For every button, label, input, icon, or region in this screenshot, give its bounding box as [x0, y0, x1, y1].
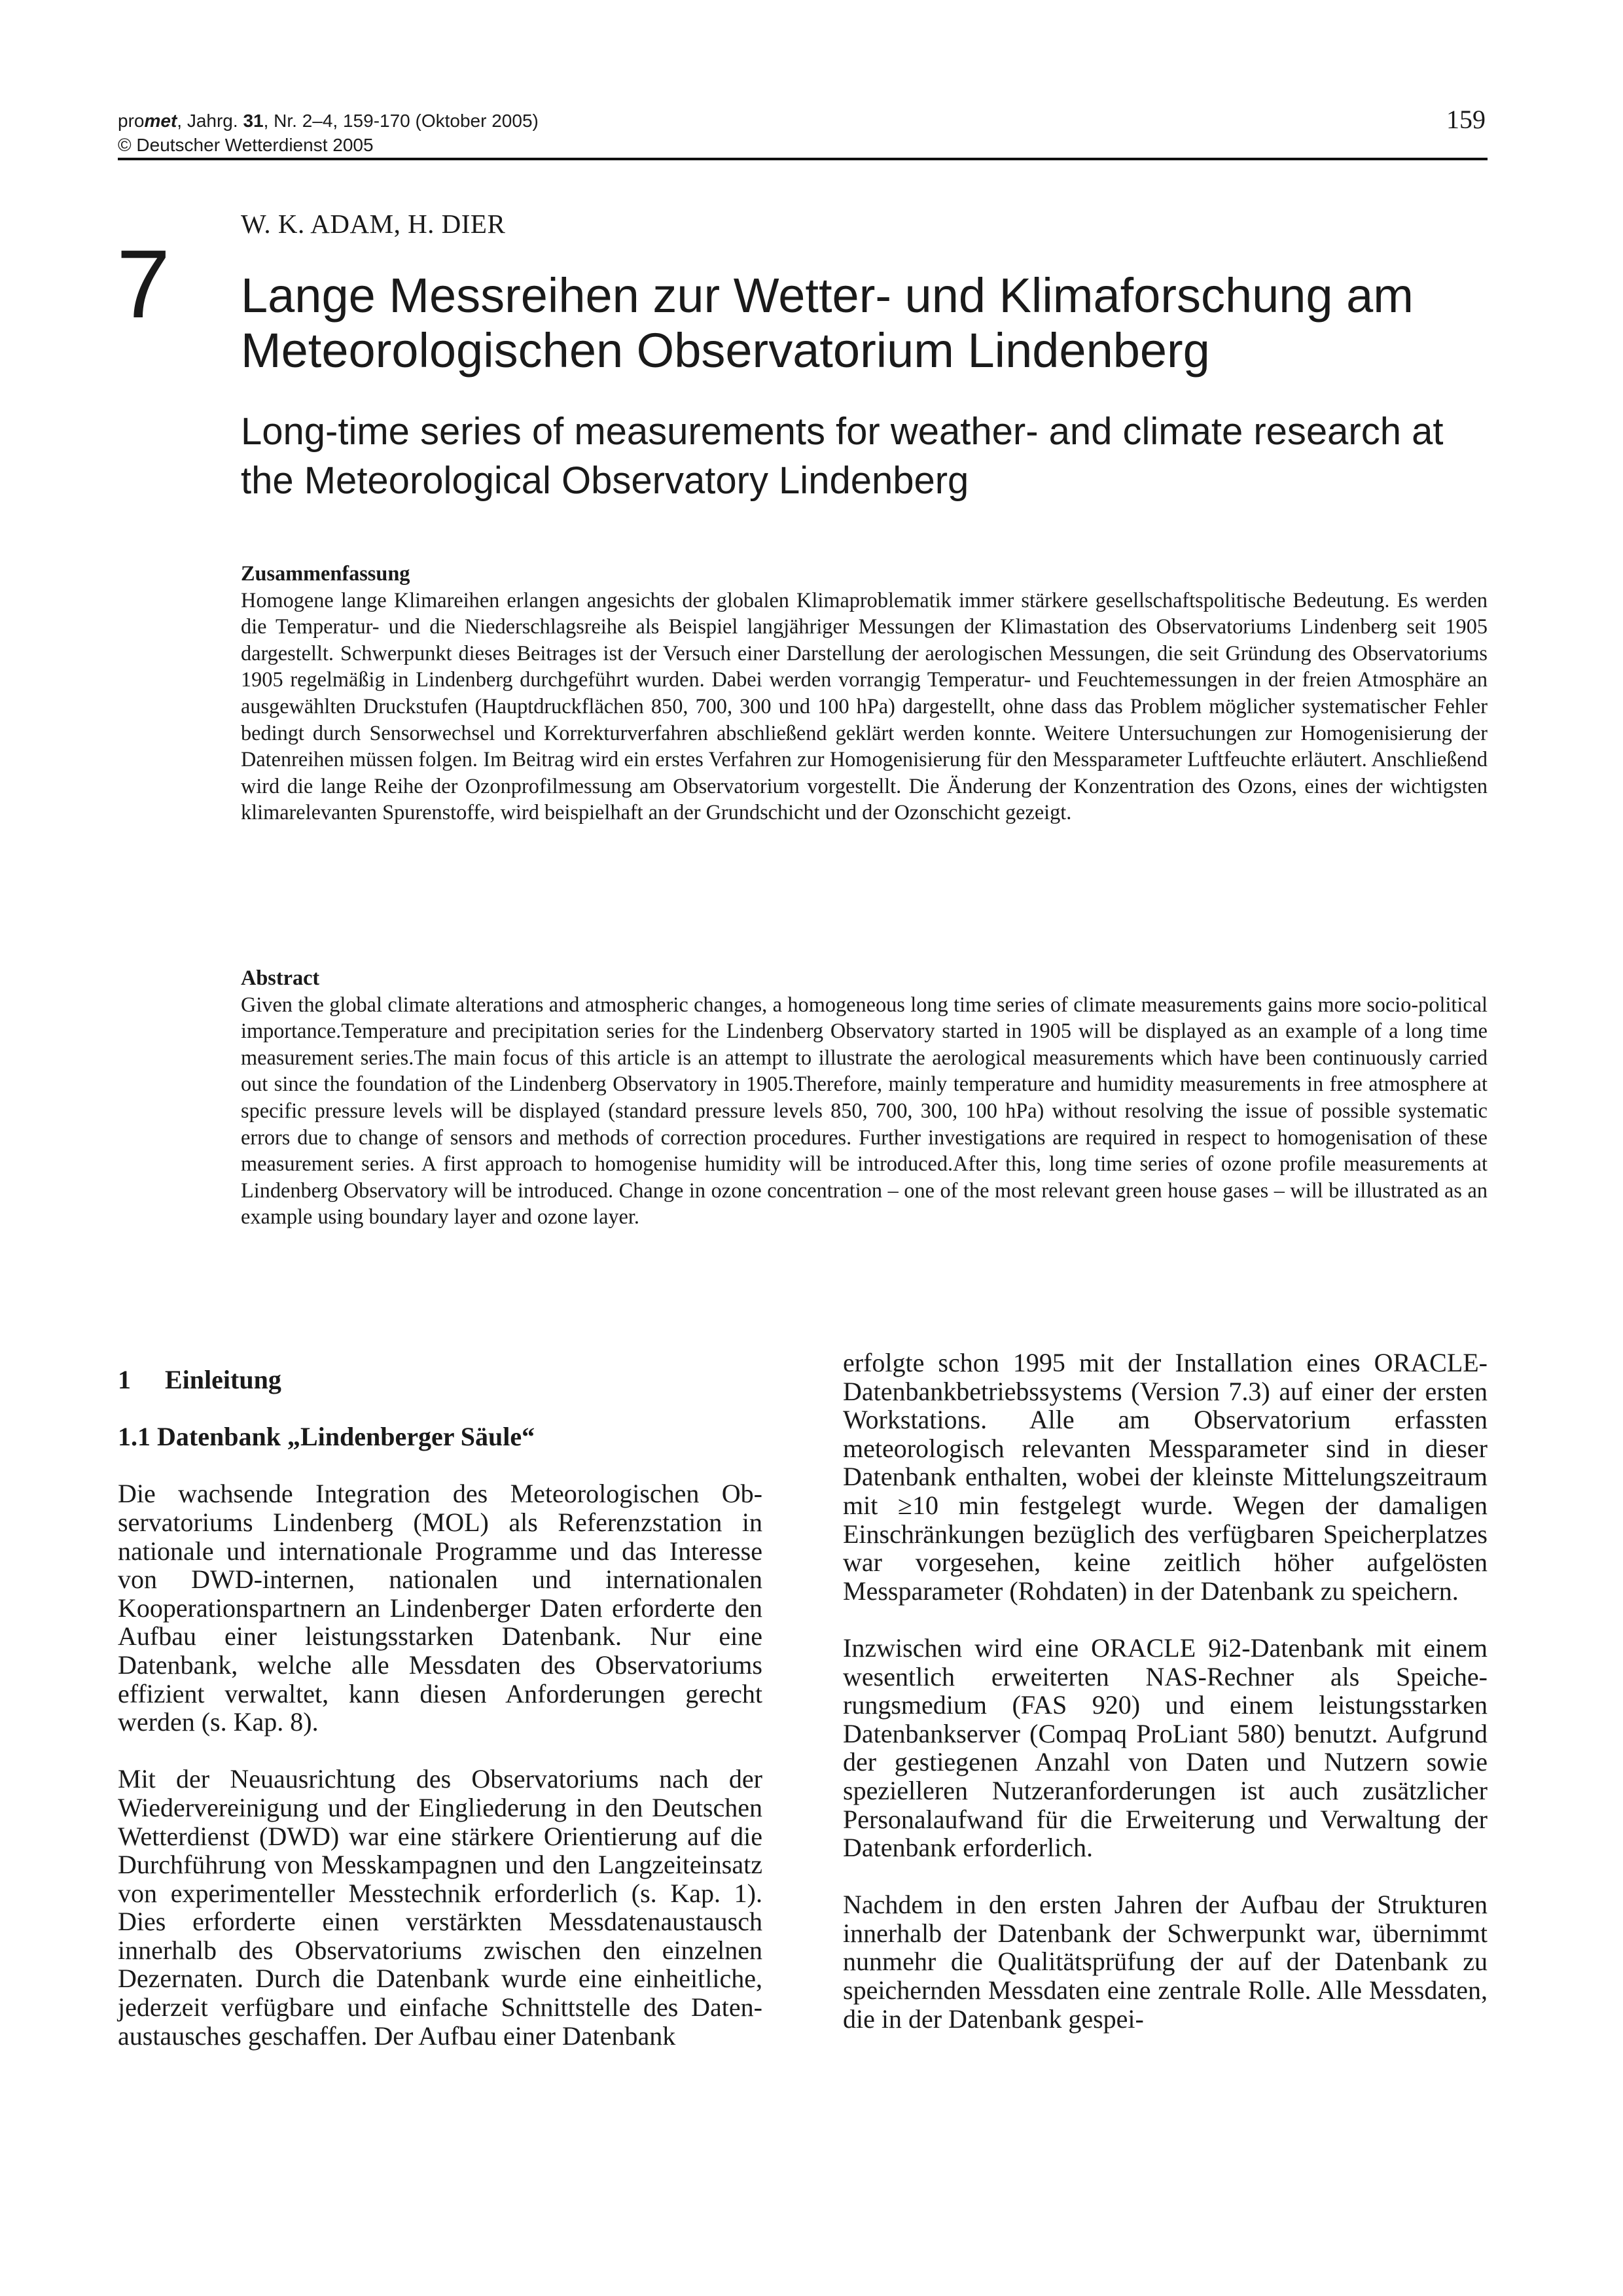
- abstract-heading: Abstract: [241, 966, 320, 989]
- journal-name-prefix: pro: [118, 111, 145, 131]
- journal-citation: [118, 110, 539, 132]
- article-title-german: Lange Messreihen zur Wetter- und Klimaforschung am Meteorologischen Observatorium Lindenberg: [241, 268, 1414, 378]
- article-title-english: Long-time series of measurements for weather- and climate research at the Meteorological Observatory Lindenberg: [241, 410, 1444, 502]
- header-divider: [118, 158, 1488, 160]
- journal-issue-pages: , Nr. 2–4, 159-170 (Oktober 2005): [263, 111, 539, 131]
- body-paragraph: Nachdem in den ersten Jahren der Aufbau der Strukturen innerhalb der Datenbank der Schwerpunkt war, übernimmt nunmehr die Qualitätsprüfung der auf der Datenbank zu speichernden Messdaten eine zentrale Rolle. Alle Messdaten, die in der Datenbank gespei-: [843, 1890, 1488, 2034]
- section-heading-1: [118, 1366, 762, 1394]
- section-number: 1: [118, 1365, 131, 1394]
- body-paragraph: erfolgte schon 1995 mit der Installation eines ORACLE-Datenbankbetriebssystems (Version 7.3) auf einer der ersten Workstations. Alle am Observatorium erfassten meteorologisch relevanten Messparameter sind in dieser Datenbank enthalten, wobei der kleinste Mittelungszeitraum mit ≥10 min festgelegt wurde. Wegen der damaligen Einschränkungen bezüglich des verfügbaren Speicherplatzes war vorgesehen, keine zeitlich höher aufgelösten Messparameter (Rohdaten) in der Datenbank zu speichern.: [843, 1348, 1488, 1606]
- journal-year-label: , Jahrg.: [177, 111, 243, 131]
- copyright-notice: © Deutscher Wetterdienst 2005: [118, 135, 374, 155]
- article-authors: W. K. ADAM, H. DIER: [241, 209, 506, 239]
- subsection-heading-1-1: 1.1 Datenbank „Lindenberger Säule“: [118, 1422, 535, 1452]
- journal-volume: 31: [243, 111, 264, 131]
- page-number: 159: [1446, 105, 1486, 134]
- chapter-number: 7: [116, 230, 171, 338]
- body-paragraph: Mit der Neuausrichtung des Observatoriums nach der Wiedervereinigung und der Eingliederung in den Deutschen Wetterdienst (DWD) war eine stärkere Orientierung auf die Durchführung von Messkampagnen und den Langzeiteinsatz von experimenteller Messtechnik erforderlich (s. Kap. 1). Dies erforderte einen verstärkten Messdatenaustausch innerhalb des Observatoriums zwischen den einzelnen Dezernaten. Durch die Datenbank wurde eine einheitliche, jederzeit verfügbare und einfache Schnittstelle des Datenaustausches geschaffen. Der Aufbau einer Datenbank: [118, 1764, 762, 2051]
- body-paragraph: Die wachsende Integration des Meteorologischen Observatoriums Lindenberg (MOL) als Referenzstation in nationale und internationale Programme und das Interesse von DWD-internen, nationalen und internationalen Kooperationspartnern an Lindenberger Daten erforderte den Aufbau einer leistungsstarken Datenbank. Nur eine Datenbank, welche alle Messdaten des Observatoriums effizient verwaltet, kann diesen Anforderungen gerecht werden (s. Kap. 8).: [118, 1479, 762, 1737]
- zusammenfassung-heading: Zusammenfassung: [241, 561, 410, 585]
- body-paragraph: Inzwischen wird eine ORACLE 9i2-Datenbank mit einem wesentlich erweiterten NAS-Rechner als Speicherungsmedium (FAS 920) und einem leistungsstarken Datenbankserver (Compaq ProLiant 580) benutzt. Aufgrund der gestiegenen Anzahl von Daten und Nutzern sowie spezielleren Nutzeranforderungen ist auch zusätzlicher Personalaufwand für die Erweiterung und Verwaltung der Datenbank erforderlich.: [843, 1633, 1488, 1863]
- zusammenfassung-section: [241, 560, 1488, 826]
- abstract-section: [241, 964, 1488, 1230]
- journal-name-italic: met: [144, 111, 177, 131]
- body-column-left: [118, 1366, 762, 2050]
- abstract-text: Given the global climate alterations and atmospheric changes, a homogeneous long time series of climate measurements gains more socio-political importance.Temperature and precipitation series for the Lindenberg Observatory started in 1905 will be displayed as an example of a long time measurement series.The main focus of this article is an attempt to illustrate the aerological measurements which have been continuously carried out since the foundation of the Lindenberg Observatory in 1905.Therefore, mainly temperature and humidity measurements in free atmosphere at specific pressure levels will be displayed (standard pressure levels 850, 700, 300, 100 hPa) without resolving the issue of possible systematic errors due to change of sensors and methods of correction procedures. Further investigations are required in respect to homogenisation of these measurement series. A first approach to homogenise humidity will be introduced.After this, long time series of ozone profile measurements at Lindenberg Observatory will be introduced. Change in ozone concentration – one of the most relevant green house gases – will be illustrated as an example using boundary layer and ozone layer.: [241, 992, 1488, 1229]
- body-column-right: [843, 1349, 1488, 2033]
- zusammenfassung-text: Homogene lange Klimareihen erlangen angesichts der globalen Klimaproblematik immer stärkere gesellschaftspolitische Bedeutung. Es werden die Temperatur- und die Niederschlagsreihe als Beispiel langjähriger Messungen der Klimastation des Observatoriums Lindenberg seit 1905 dargestellt. Schwerpunkt dieses Beitrages ist der Versuch einer Darstellung der aerologischen Messungen, die seit Gründung des Observatoriums 1905 regelmäßig in Lindenberg durchgeführt wurden. Dabei werden vorrangig Temperatur- und Feuchtemessungen in der freien Atmosphäre an ausgewählten Druckstufen (Hauptdruckflächen 850, 700, 300 und 100 hPa) dargestellt, ohne dass das Problem möglicher systematischer Fehler bedingt durch Sensorwechsel und Korrekturverfahren abschließend geklärt werden konnte. Weitere Untersuchungen zur Homogenisierung der Datenreihen müssen folgen. Im Beitrag wird ein erstes Verfahren zur Homogenisierung für den Messparameter Luftfeuchte erläutert. Anschließend wird die lange Reihe der Ozonprofilmessung am Observatorium vorgestellt. Die Änderung der Konzentration des Ozons, eines der wichtigsten klimarelevanten Spurenstoffe, wird beispielhaft an der Grundschicht und der Ozonschicht gezeigt.: [241, 588, 1488, 824]
- section-title: Einleitung: [165, 1365, 281, 1394]
